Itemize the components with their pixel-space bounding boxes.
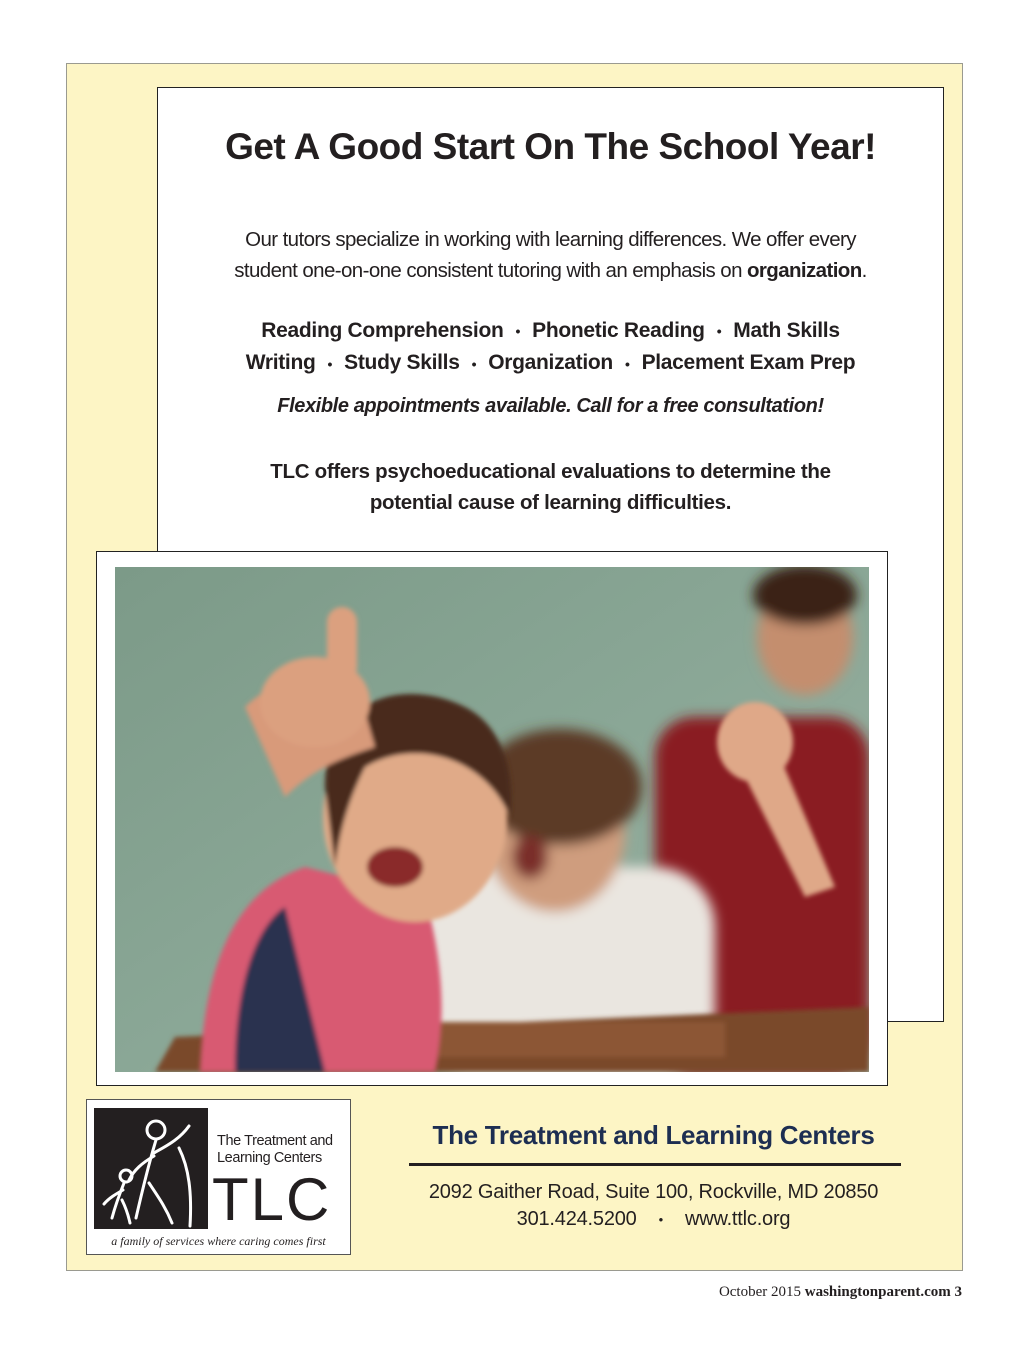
bullet-separator: • — [658, 1212, 663, 1228]
bullet-separator: • — [716, 323, 722, 340]
service-item: Organization — [488, 351, 613, 375]
page-footer — [719, 1284, 962, 1301]
family-figures-logo-icon — [94, 1108, 208, 1229]
org-contact — [396, 1208, 911, 1231]
intro-emphasis: organization — [746, 259, 862, 282]
evaluations-line-2: potential cause of learning difficulties. — [369, 491, 732, 514]
divider-rule — [409, 1163, 901, 1166]
logo-org-name — [217, 1133, 347, 1167]
intro-end: . — [861, 259, 867, 282]
students-classroom-photo — [115, 567, 869, 1072]
footer-site: washingtonparent.com — [804, 1284, 951, 1300]
service-item: Study Skills — [344, 351, 460, 375]
services-row-2 — [170, 347, 931, 379]
evaluations-line-1: TLC offers psychoeducational evaluations to determine the — [270, 460, 831, 483]
footer-page-number: 3 — [954, 1284, 962, 1300]
intro-line-2: student one-on-one consistent tutoring with an emphasis on — [234, 259, 742, 282]
org-address: 2092 Gaither Road, Suite 100, Rockville, MD 20850 — [428, 1181, 879, 1203]
logo-name-line-1: The Treatment and — [217, 1133, 333, 1149]
service-item: Writing — [245, 351, 316, 375]
footer-date: October 2015 — [718, 1284, 801, 1300]
service-item: Reading Comprehension — [261, 319, 504, 342]
phone-number[interactable]: 301.424.5200 — [516, 1208, 637, 1230]
intro-text — [190, 224, 911, 286]
service-item: Placement Exam Prep — [641, 351, 856, 375]
logo-name-line-2: Learning Centers — [217, 1150, 322, 1166]
services-row-1 — [170, 315, 931, 347]
logo-letters: TLC — [212, 1166, 332, 1233]
logo-tagline: a family of services where caring comes first — [111, 1234, 326, 1248]
bullet-separator: • — [327, 355, 333, 372]
bullet-separator: • — [624, 355, 630, 372]
evaluations-text — [190, 456, 911, 518]
service-item: Math Skills — [733, 319, 840, 342]
intro-line-1: Our tutors specialize in working with learning differences. We offer every — [245, 228, 856, 251]
bullet-separator: • — [515, 323, 521, 340]
flexible-appointments-note: Flexible appointments available. Call for a free consultation! — [277, 395, 824, 417]
org-name: The Treatment and Learning Centers — [432, 1120, 875, 1150]
service-item: Phonetic Reading — [532, 319, 705, 342]
services-list — [170, 315, 931, 380]
headline: Get A Good Start On The School Year! — [225, 126, 876, 167]
bullet-separator: • — [471, 355, 477, 372]
website-link[interactable]: www.ttlc.org — [684, 1208, 791, 1230]
